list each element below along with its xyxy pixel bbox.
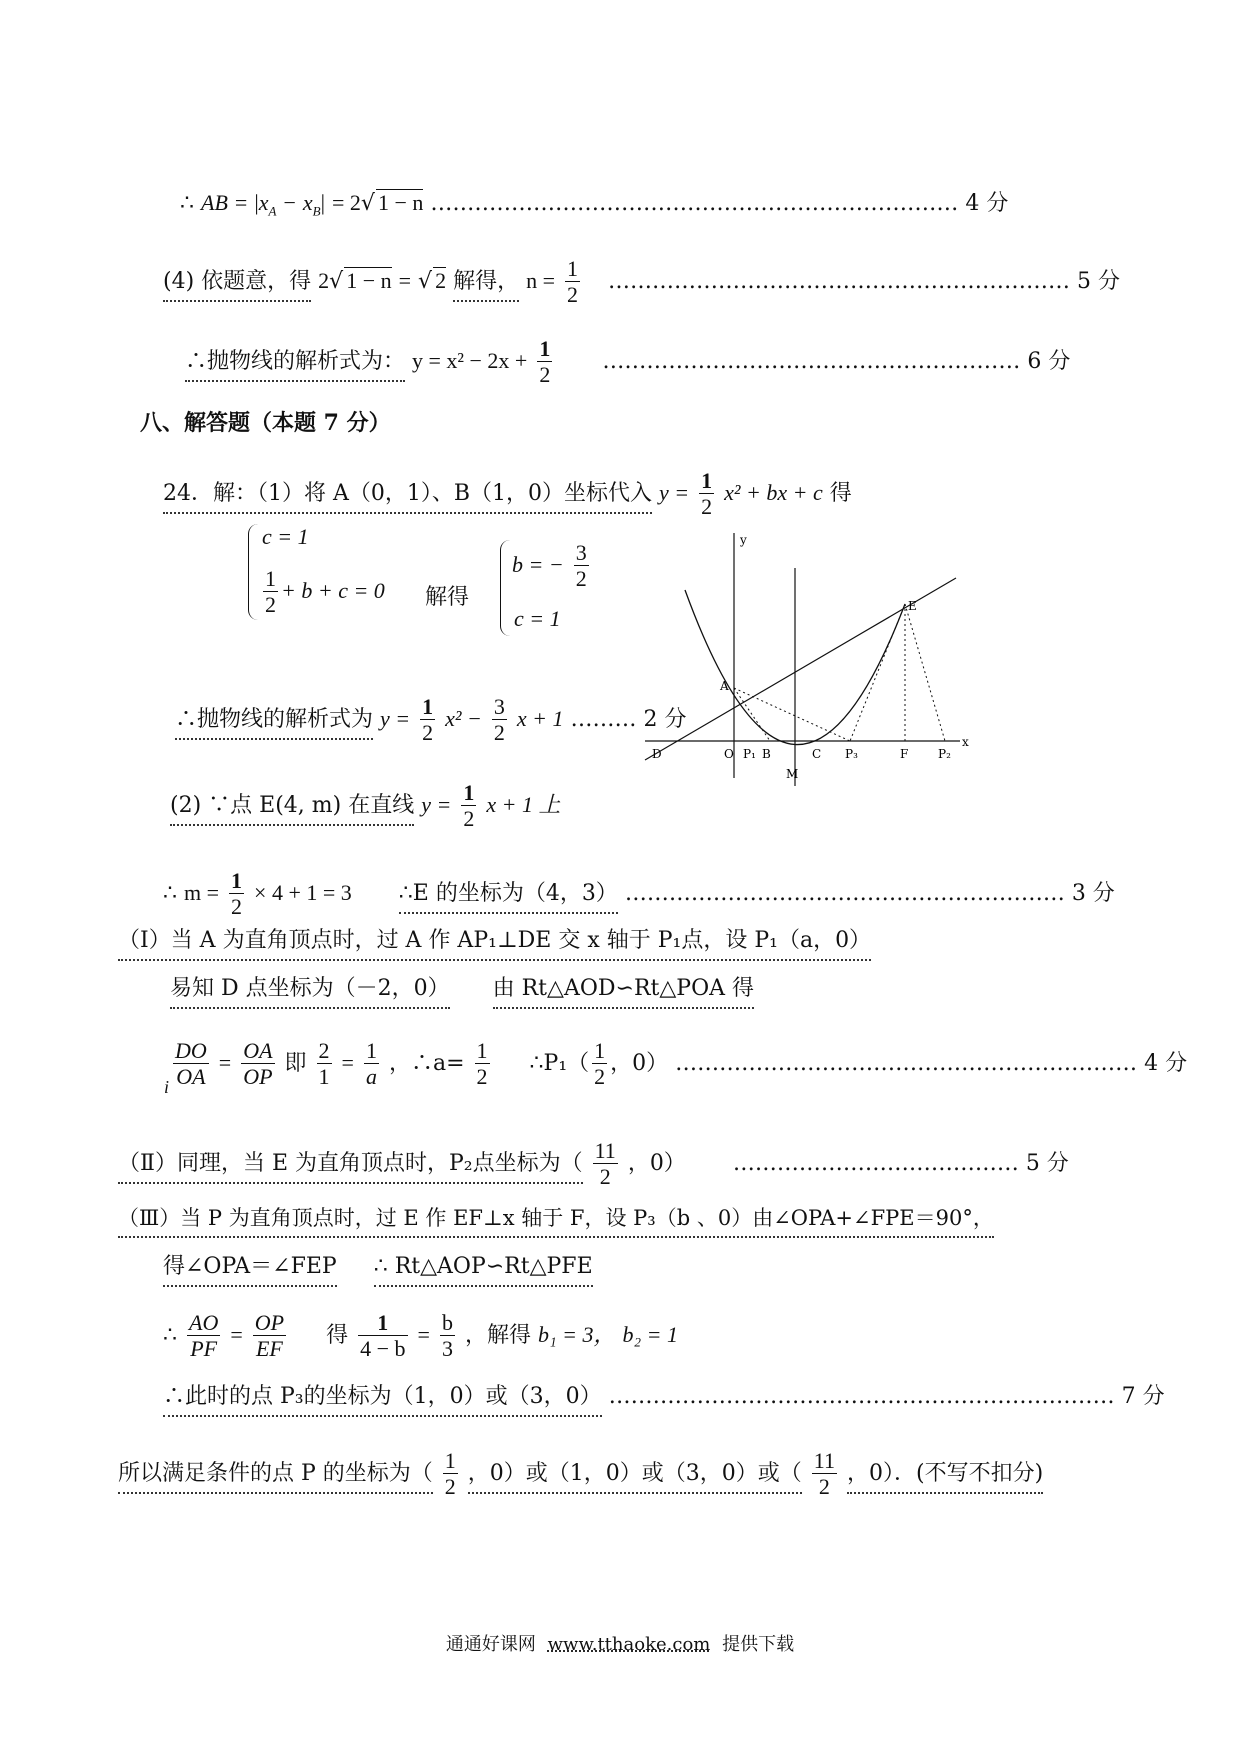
label-e: E [908, 599, 917, 613]
score: 5 分 [1077, 268, 1120, 294]
equals: = [398, 267, 412, 293]
footer-site: 通通好课网 [445, 1634, 536, 1655]
denominator: 2 [701, 494, 713, 520]
leader-dots: …………………………………………………… [624, 880, 1065, 906]
equals: = [230, 1321, 243, 1347]
label-a: A [720, 679, 729, 693]
label-p2: P₂ [938, 747, 951, 761]
brace-left-1 [248, 524, 259, 620]
score: 4 分 [965, 191, 1009, 216]
therefore-sign: ∴ [163, 1322, 177, 1348]
denominator: 2 [575, 566, 587, 592]
denominator: a [365, 1064, 377, 1090]
a-equals: ，∴a= [388, 1050, 465, 1076]
score: 4 分 [1144, 1050, 1188, 1076]
y-equals: y = [421, 791, 452, 817]
equals-2: = 2 [331, 190, 361, 215]
quadratic-rest: x² + bx + c [724, 479, 823, 505]
line-case1c [164, 1038, 1188, 1097]
fraction-2 [812, 1448, 837, 1500]
end-expr: x + 1 [516, 705, 564, 731]
line-case3 [118, 1208, 994, 1229]
fraction-1 [420, 694, 435, 746]
system-1 [248, 520, 418, 620]
numerator: AO [189, 1310, 219, 1335]
numerator: 1 [358, 1310, 407, 1336]
label-b: B [762, 747, 771, 761]
section-title-text: 八、解答题（本题 7 分） [140, 410, 391, 436]
solve-label-text: 解得 [425, 585, 470, 610]
numerator: 3 [493, 694, 505, 719]
b2-value: b₂ = 1 [622, 1321, 678, 1347]
minus: − [283, 190, 296, 215]
de-text: 得 [326, 1322, 349, 1348]
numerator: OA [243, 1038, 273, 1063]
final-mid: ，0）或（1，0）或（3，0）或（ [468, 1461, 802, 1494]
score: 2 分 [643, 706, 687, 732]
denominator: 2 [567, 282, 578, 308]
page-footer [0, 1630, 1240, 1656]
denominator: 2 [265, 592, 276, 618]
denominator: 2 [599, 1164, 611, 1190]
parabola-expr: y = x² − 2x + [412, 347, 528, 373]
denominator: 2 [476, 1064, 488, 1090]
score: 7 分 [1121, 1384, 1165, 1409]
score: 5 分 [1025, 1150, 1069, 1176]
abs-left: | [254, 190, 259, 215]
denominator: 2 [818, 1474, 830, 1500]
fraction-1-4b [358, 1310, 407, 1362]
case1b-text2: 由 Rt△AOD∽Rt△POA 得 [493, 976, 754, 1009]
fraction [699, 468, 714, 520]
radicand-2: 2 [435, 267, 447, 293]
fraction [229, 868, 244, 920]
line-parabola-2 [175, 694, 686, 746]
case2-text: （Ⅱ）同理，当 E 为直角顶点时，P₂点坐标为（ [118, 1151, 583, 1184]
b-equals: b = − [512, 551, 564, 577]
fraction [565, 256, 580, 308]
fraction-1-a [364, 1038, 379, 1090]
leader-dots: ……… [570, 706, 637, 732]
equals: = [234, 190, 248, 215]
line-case3b [163, 1256, 593, 1278]
denominator: OP [243, 1064, 273, 1090]
final-text: 所以满足条件的点 P 的坐标为（ [118, 1461, 433, 1494]
equals-2: = [417, 1321, 430, 1347]
numerator: 1 [463, 780, 475, 805]
numerator: b [441, 1310, 453, 1335]
numerator: 1 [567, 256, 578, 281]
numerator: OP [254, 1310, 285, 1335]
ji-text: 即 [284, 1050, 307, 1076]
leader-dots: ……………………………………………………… [608, 268, 1070, 294]
denominator: OA [176, 1064, 206, 1090]
xb-sub: B [312, 203, 321, 219]
dotted-ep2 [905, 604, 945, 741]
radicand: 1 − n [377, 190, 424, 215]
coef-2: 2 [318, 267, 330, 293]
dotted-ap1 [734, 688, 770, 741]
ab-label: AB [201, 190, 228, 215]
line-part4: (4) 依题意，得 2√ 1 − n = √ 2 解得， n = $\frac{1}{2}$ ……………………………………………………… 5 分 [163, 256, 1120, 308]
footer-text: 提供下载 [722, 1634, 795, 1655]
e-coord-text: ∴E 的坐标为（4，3） [399, 881, 618, 914]
xa-sub: A [268, 203, 277, 219]
fraction-2 [492, 694, 507, 746]
case3b-text2: ∴ Rt△AOP∽Rt△PFE [374, 1254, 593, 1287]
numerator: 1 [231, 868, 243, 893]
stray-mark: i [164, 1077, 170, 1097]
line-final [118, 1448, 1043, 1500]
label-p1: P₁ [743, 747, 756, 761]
b1-value: b₁ = 3， [537, 1321, 616, 1347]
leader-dots: …………………………………………………………… [608, 1384, 1115, 1409]
numerator: 11 [594, 1138, 616, 1163]
therefore-sign: ∴ [163, 880, 177, 906]
denominator: 2 [594, 1064, 606, 1090]
numerator: DO [175, 1038, 207, 1063]
label-c: C [812, 747, 822, 761]
numerator: 1 [444, 1448, 456, 1473]
x-label: x [962, 735, 969, 749]
sys1-eq1: c = 1 [262, 524, 309, 549]
numerator: 11 [813, 1448, 835, 1473]
end-expr: × 4 + 1 = 3 [254, 879, 352, 905]
fraction-b-3 [440, 1310, 455, 1362]
xa: x [258, 190, 269, 215]
denominator: 4 − b [360, 1336, 406, 1362]
q24-text: 24．解：（1）将 A（0，1）、B（1，0）坐标代入 [163, 481, 652, 514]
fraction-a [475, 1038, 490, 1090]
line-case1 [118, 930, 871, 952]
fraction-1 [443, 1448, 458, 1500]
fraction-ao-pf [187, 1310, 220, 1362]
y-label: y [740, 533, 747, 547]
numerator: 1 [539, 336, 551, 361]
label-p3: P₃ [845, 747, 858, 761]
label-o: O [724, 747, 734, 761]
abs-right: | [320, 190, 325, 215]
line-m [163, 868, 1115, 920]
case3b-text: 得∠OPA＝∠FEP [163, 1254, 337, 1287]
label-m: M [786, 767, 799, 781]
point-e-text: (2) ∵点 E(4, m) 在直线 [170, 793, 414, 826]
brace-left-2 [500, 540, 511, 636]
case1b-text1: 易知 D 点坐标为（－2，0） [170, 976, 450, 1009]
numerator: 2 [318, 1038, 330, 1063]
line-parabola-1 [185, 336, 1070, 388]
c-equals: c = 1 [514, 606, 561, 631]
parabola-figure [640, 528, 970, 788]
parabola-text: ∴抛物线的解析式为： [185, 349, 405, 382]
numerator: 1 [594, 1038, 606, 1063]
fraction-do-oa [173, 1038, 209, 1090]
numerator: 1 [422, 694, 434, 719]
leader-dots: ……………………………………………………… [675, 1050, 1138, 1076]
solve-text: ，解得 [464, 1322, 531, 1348]
end-expr: x + 1 上 [486, 791, 561, 817]
p1-end: ，0） [610, 1050, 669, 1076]
line-case3d [163, 1386, 1165, 1408]
denominator: EF [255, 1336, 283, 1362]
line-case3c [163, 1310, 678, 1362]
fraction [593, 1138, 618, 1190]
label-d: D [652, 747, 662, 761]
solve-label [425, 587, 469, 609]
case2-end: ，0） [627, 1150, 686, 1176]
leader-dots: ………………………………………………… [602, 348, 1021, 374]
score: 3 分 [1071, 880, 1115, 906]
numerator: 1 [365, 1038, 377, 1063]
denominator: 2 [493, 720, 505, 746]
therefore-sign: ∴ [180, 191, 194, 216]
numerator: 1 [476, 1038, 488, 1063]
denominator: 3 [441, 1336, 453, 1362]
denominator: 2 [463, 806, 475, 832]
footer-url[interactable]: www.tthaoke.com [547, 1634, 711, 1655]
system-2 [500, 536, 620, 640]
numerator: 3 [575, 540, 587, 565]
radicand-1: 1 − n [346, 267, 392, 293]
label-f: F [900, 747, 909, 761]
de-text: 得 [829, 480, 852, 506]
sys1-eq2: + b + c = 0 [281, 577, 385, 603]
denominator: 2 [422, 720, 434, 746]
equals: = [218, 1049, 232, 1075]
section-title [140, 412, 391, 434]
case1-text: （Ⅰ）当 A 为直角顶点时，过 A 作 AP₁⊥DE 交 x 轴于 P₁点，设 P₁（a，0） [118, 928, 871, 961]
denominator: 2 [444, 1474, 456, 1500]
fraction-oa-op [241, 1038, 274, 1090]
denominator: PF [190, 1336, 218, 1362]
denominator: 1 [318, 1064, 330, 1090]
n-equals: n = [526, 267, 555, 293]
fraction [461, 780, 476, 832]
xb: x [302, 190, 313, 215]
case3d-text: ∴此时的点 P₃的坐标为（1，0）或（3，0） [163, 1384, 602, 1417]
parabola-text: ∴抛物线的解析式为 [175, 707, 373, 740]
y-equals: y = [380, 705, 411, 731]
case3-text: （Ⅲ）当 P 为直角顶点时，过 E 作 EF⊥x 轴于 F，设 P₃（b 、0）由∠OPA+∠FPE＝90°， [118, 1206, 994, 1238]
part4-text: (4) 依题意，得 [163, 269, 311, 302]
line-case1b [170, 978, 754, 1000]
m-equals: m = [184, 879, 220, 905]
denominator: 2 [539, 362, 551, 388]
line-case2 [118, 1138, 1069, 1190]
final-end: ，0）．(不写不扣分) [847, 1461, 1043, 1494]
mid-expr: x² − [445, 705, 482, 731]
numerator: 1 [701, 468, 713, 493]
fraction [537, 336, 552, 388]
score: 6 分 [1027, 348, 1071, 374]
line-ab-length: ∴ AB = $|x_A - x_B| = 2√$ 1 − n ……………………………………………………………… 4 分 [180, 190, 1009, 219]
fraction-op-ef [253, 1310, 286, 1362]
fraction-2-1 [317, 1038, 332, 1090]
y-equals: y = [659, 479, 690, 505]
equals-2: = [341, 1049, 354, 1075]
p1-label: ∴P₁（ [529, 1050, 590, 1076]
fraction-p1 [592, 1038, 607, 1090]
fraction [574, 540, 589, 592]
denominator: 2 [231, 894, 243, 920]
solve-text: 解得， [453, 269, 519, 302]
fraction [263, 566, 278, 618]
line-q24 [163, 468, 852, 520]
leader-dots: ……………………………………………………………… [430, 191, 959, 216]
line-point-e [170, 780, 560, 832]
leader-dots: ………………………………… [732, 1150, 1019, 1176]
numerator: 1 [265, 566, 276, 591]
